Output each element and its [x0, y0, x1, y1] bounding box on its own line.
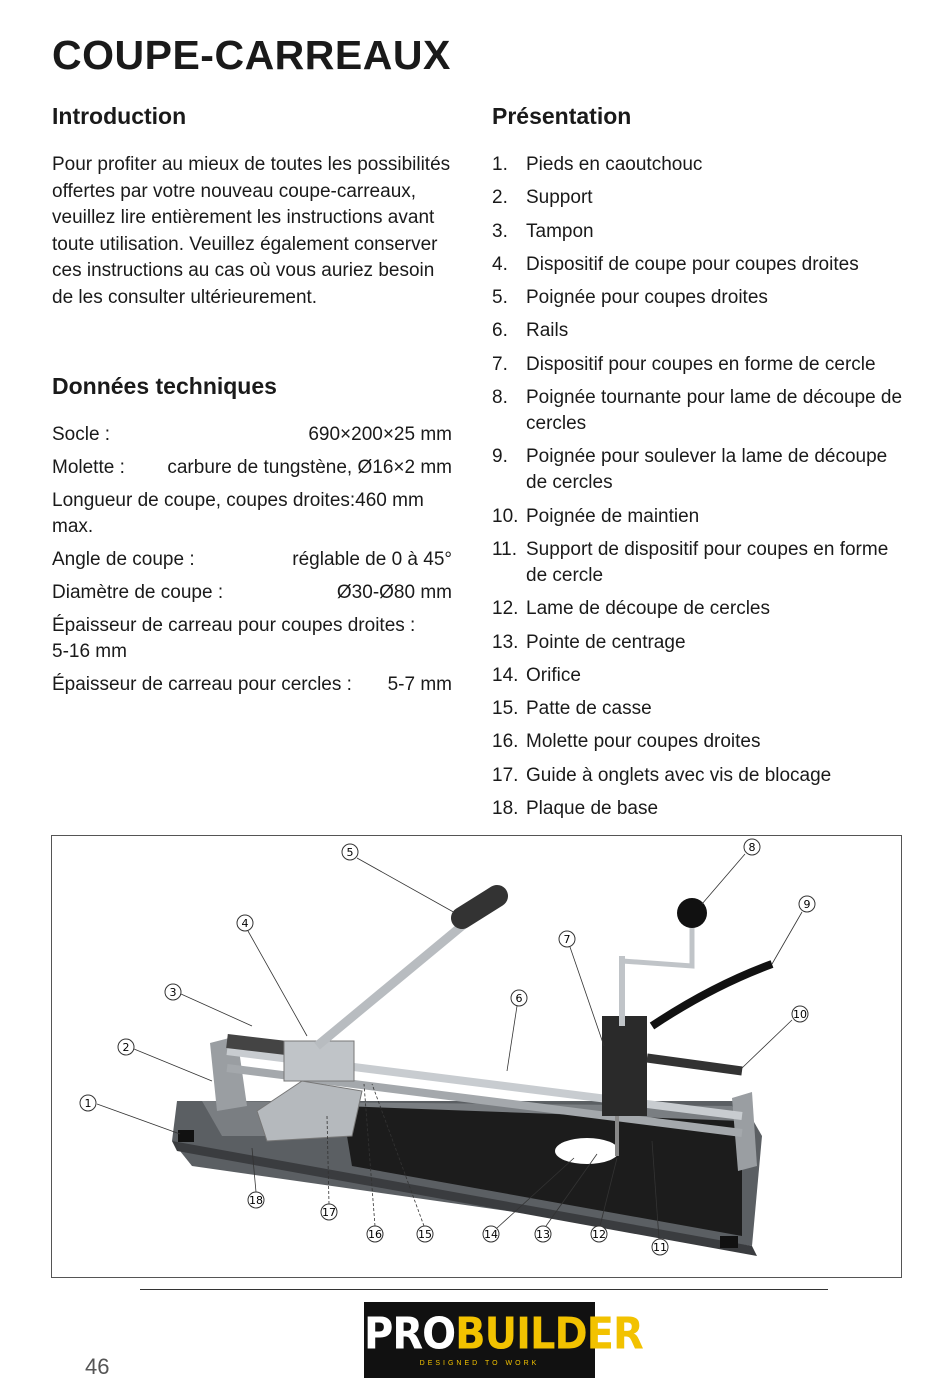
item-text: Pieds en caoutchouc: [526, 154, 703, 175]
spec-row: [52, 455, 452, 481]
item-text: Tampon: [526, 220, 594, 242]
item-text: Dispositif de coupe pour coupes droites: [526, 253, 859, 275]
svg-text:12: 12: [592, 1228, 606, 1241]
callout-7: [559, 931, 604, 1046]
list-item: [492, 696, 912, 722]
spec-value: 460 mm max.: [52, 490, 424, 537]
spec-row: [52, 580, 452, 606]
callout-18: [248, 1148, 264, 1208]
svg-text:1: 1: [84, 1097, 92, 1110]
spec-value: 5-7 mm: [387, 674, 452, 695]
svg-text:16: 16: [368, 1228, 382, 1241]
spec-label: Diamètre de coupe :: [52, 582, 224, 603]
callout-12: [591, 1158, 617, 1242]
callouts: [52, 836, 903, 1279]
technical-heading: Données techniques: [52, 373, 277, 399]
item-number: 16.: [492, 731, 519, 753]
item-number: 2.: [492, 187, 508, 209]
spec-label: Épaisseur de carreau pour cercles :: [52, 674, 352, 695]
item-number: 8.: [492, 387, 508, 409]
callout-10: [742, 1006, 808, 1068]
item-number: 3.: [492, 220, 508, 242]
list-item: [492, 152, 912, 178]
svg-text:15: 15: [418, 1228, 432, 1241]
callout-1: [80, 1095, 180, 1134]
callout-15: [372, 1084, 433, 1242]
item-text: Lame de découpe de cercles: [526, 598, 770, 620]
svg-text:3: 3: [169, 986, 177, 999]
presentation-heading: Présentation: [492, 103, 632, 129]
item-text: Poignée de maintien: [526, 505, 700, 527]
list-item: [492, 318, 912, 344]
list-item: [492, 537, 912, 589]
spec-row: [52, 547, 452, 573]
callout-8: [702, 839, 760, 904]
item-number: 13.: [492, 631, 519, 653]
item-number: 6.: [492, 320, 508, 342]
list-item: [492, 763, 912, 789]
item-text: Orifice: [526, 664, 581, 686]
svg-text:11: 11: [653, 1241, 667, 1254]
list-item: [492, 385, 912, 437]
list-item: [492, 596, 912, 622]
callout-11: [652, 1141, 668, 1255]
list-item: [492, 252, 912, 278]
item-text: Poignée pour soulever la lame de découpe de cercles: [526, 446, 888, 494]
spec-row: [52, 422, 452, 448]
list-item: [492, 796, 912, 822]
svg-text:10: 10: [793, 1008, 807, 1021]
item-number: 5.: [492, 287, 508, 309]
presentation-list: [492, 152, 912, 829]
item-text: Poignée pour coupes droites: [526, 287, 768, 309]
svg-text:7: 7: [563, 933, 571, 946]
list-item: [492, 185, 912, 211]
callout-5: [342, 844, 457, 914]
technical-specs: [52, 422, 452, 705]
list-item: [492, 729, 912, 755]
callout-16: [364, 1084, 383, 1242]
spec-value: carbure de tungstène, Ø16×2 mm: [167, 457, 452, 478]
item-number: 15.: [492, 698, 519, 720]
item-number: 12.: [492, 598, 519, 620]
item-text: Pointe de centrage: [526, 631, 686, 653]
svg-text:5: 5: [346, 846, 354, 859]
svg-text:2: 2: [122, 1041, 130, 1054]
svg-text:18: 18: [249, 1194, 263, 1207]
svg-text:14: 14: [484, 1228, 498, 1241]
spec-label: Longueur de coupe, coupes droites:: [52, 490, 356, 511]
probuilder-logo: [364, 1302, 643, 1378]
spec-label: Socle :: [52, 424, 111, 445]
list-item: [492, 663, 912, 689]
item-number: 1.: [492, 154, 508, 175]
callout-13: [535, 1154, 597, 1242]
spec-value: 690×200×25 mm: [308, 424, 452, 445]
callout-14: [483, 1158, 574, 1242]
svg-text:8: 8: [748, 841, 756, 854]
item-text: Support: [526, 187, 593, 209]
svg-text:13: 13: [536, 1228, 550, 1241]
item-text: Guide à onglets avec vis de blocage: [526, 764, 832, 786]
list-item: [492, 219, 912, 245]
spec-label: Angle de coupe :: [52, 549, 195, 570]
introduction-heading: Introduction: [52, 103, 187, 129]
callout-3: [165, 984, 252, 1026]
spec-row: [52, 672, 452, 698]
spec-value: 5-16 mm: [52, 641, 127, 662]
item-number: 4.: [492, 253, 508, 275]
spec-value: Ø30-Ø80 mm: [336, 582, 452, 603]
callout-2: [118, 1039, 212, 1081]
item-text: Patte de casse: [526, 698, 652, 720]
list-item: [492, 444, 912, 496]
item-number: 11.: [492, 538, 518, 560]
item-number: 10.: [492, 505, 519, 527]
footer-divider: [140, 1289, 828, 1290]
list-item: [492, 504, 912, 530]
callout-4: [237, 915, 307, 1036]
callout-9: [772, 896, 815, 964]
item-text: Poignée tournante pour lame de découpe de cercles: [526, 387, 903, 435]
spec-label: Épaisseur de carreau pour coupes droites :: [52, 615, 416, 636]
page-title: COUPE-CARREAUX: [52, 32, 451, 78]
logo-tagline: DESIGNED TO WORK: [419, 1360, 540, 1367]
logo-wordmark: PROBUILDER: [364, 1308, 643, 1360]
item-text: Rails: [526, 320, 569, 342]
svg-text:6: 6: [515, 992, 523, 1005]
item-number: 18.: [492, 798, 519, 820]
introduction-text: Pour profiter au mieux de toutes les possibilités offertes par votre nouveau coupe-carreaux, veuillez lire entièrement les instructions avant toute utilisation. Veuillez également conserver ces instructions au cas où vous auriez besoin de les consulter ultérieurement.: [52, 154, 451, 308]
spec-label: Molette :: [52, 457, 125, 478]
spec-row: [52, 613, 452, 665]
item-number: 17.: [492, 764, 519, 786]
spec-row: [52, 488, 452, 540]
item-number: 9.: [492, 446, 508, 468]
item-number: 7.: [492, 353, 508, 375]
list-item: [492, 352, 912, 378]
item-number: 14.: [492, 664, 519, 686]
item-text: Plaque de base: [526, 798, 659, 820]
item-text: Dispositif pour coupes en forme de cercle: [526, 353, 876, 375]
svg-text:4: 4: [241, 917, 249, 930]
callout-6: [507, 990, 527, 1071]
spec-value: réglable de 0 à 45°: [292, 549, 452, 570]
svg-text:17: 17: [322, 1206, 336, 1219]
callout-17: [321, 1116, 337, 1220]
item-text: Support de dispositif pour coupes en forme de cercle: [526, 538, 889, 586]
tile-cutter-figure: [51, 835, 902, 1278]
list-item: [492, 630, 912, 656]
page-number: 46: [85, 1354, 110, 1379]
list-item: [492, 285, 912, 311]
item-text: Molette pour coupes droites: [526, 731, 761, 753]
svg-text:9: 9: [803, 898, 811, 911]
